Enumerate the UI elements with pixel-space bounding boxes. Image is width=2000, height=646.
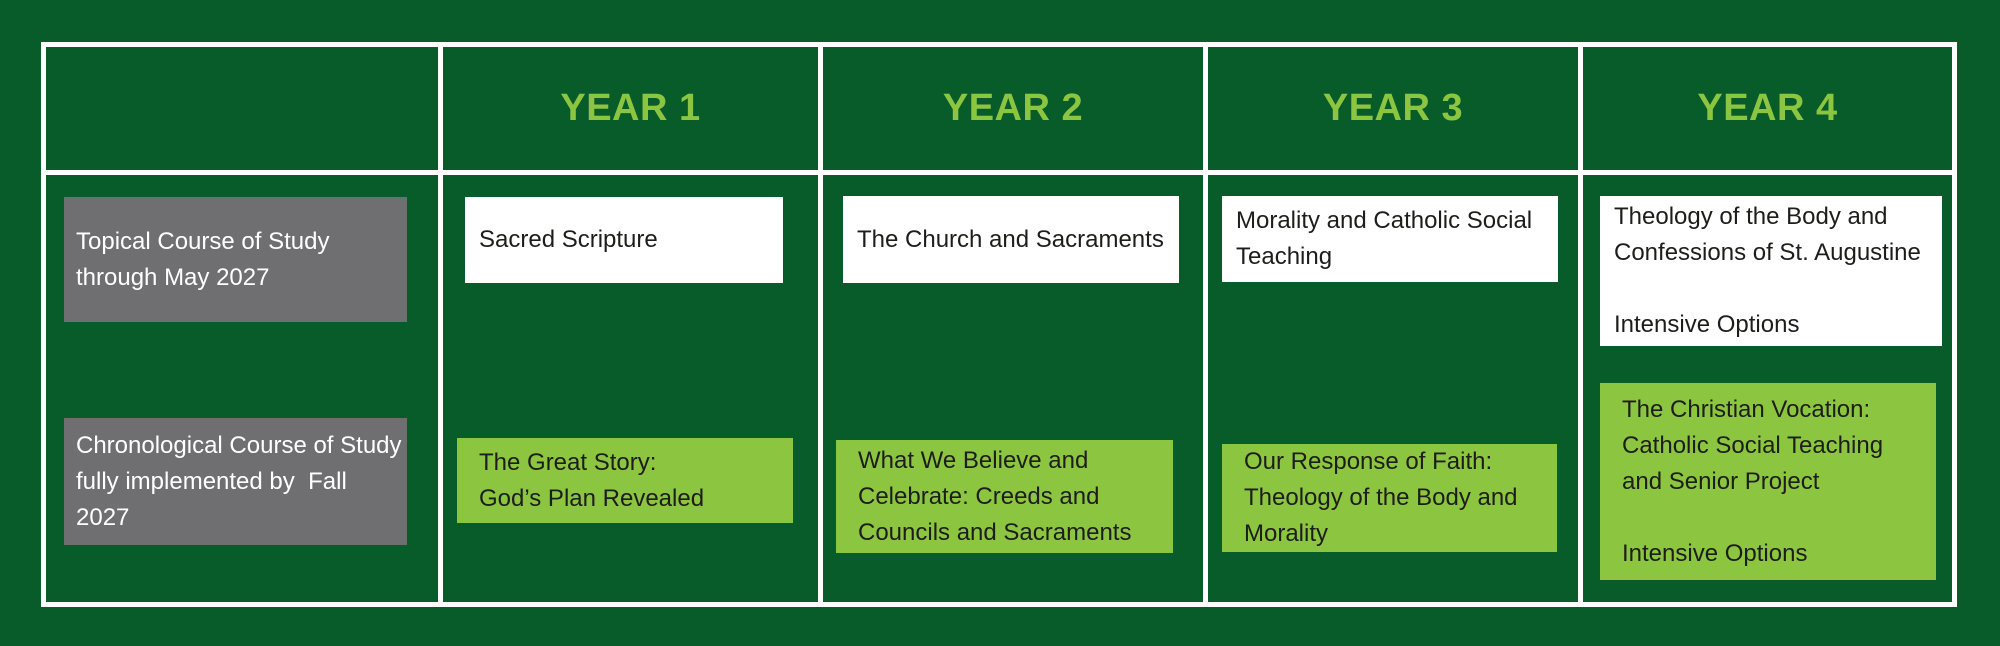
course-line: Sacred Scripture xyxy=(479,226,658,253)
year-2-topical-course-box xyxy=(843,196,1179,283)
course-line: 2027 xyxy=(76,503,130,531)
course-line: Catholic Social Teaching xyxy=(1622,431,1884,459)
course-line: The Great Story: xyxy=(479,448,657,476)
year-2-column-body xyxy=(823,175,1203,602)
legend-chronological-note xyxy=(64,418,407,545)
course-line: Chronological Course of Study xyxy=(76,431,402,459)
legend-topical-note xyxy=(64,197,407,322)
year-1-label: YEAR 1 xyxy=(560,87,701,129)
year-3-topical-course-box xyxy=(1222,196,1558,282)
course-line: God’s Plan Revealed xyxy=(479,484,705,512)
course-line: Morality xyxy=(1244,520,1329,547)
course-line: Confessions of St. Augustine xyxy=(1614,239,1921,266)
header-cell-year-2 xyxy=(823,47,1203,170)
year-4-label: YEAR 4 xyxy=(1697,87,1838,129)
course-line: Intensive Options xyxy=(1614,311,1800,338)
course-line: through May 2027 xyxy=(76,263,270,291)
year-1-chronological-course-box xyxy=(457,438,793,523)
course-line: What We Believe and xyxy=(858,446,1089,474)
course-line: Teaching xyxy=(1236,243,1333,270)
course-line xyxy=(1614,271,1938,307)
header-cell-year-1 xyxy=(443,47,818,170)
course-line: Our Response of Faith: xyxy=(1244,448,1493,475)
year-4-topical-course-box xyxy=(1600,196,1942,346)
course-line xyxy=(1622,500,1932,536)
year-4-column-body xyxy=(1583,175,1952,602)
year-2-chronological-course-box xyxy=(836,440,1173,553)
year-3-label: YEAR 3 xyxy=(1322,87,1464,129)
year-1-topical-course-box xyxy=(465,197,783,283)
course-line: fully implemented by Fall xyxy=(76,467,347,495)
course-line: Topical Course of Study xyxy=(76,227,330,255)
year-1-column-body xyxy=(443,175,818,602)
course-line: Theology of the Body and xyxy=(1614,203,1888,230)
header-cell-year-3 xyxy=(1208,47,1578,170)
course-line: The Christian Vocation: xyxy=(1622,395,1871,423)
course-line: Morality and Catholic Social xyxy=(1236,207,1533,234)
course-line: Theology of the Body and xyxy=(1244,484,1518,511)
year-3-chronological-course-box xyxy=(1222,444,1557,552)
year-2-label: YEAR 2 xyxy=(942,87,1084,129)
course-line: The Church and Sacraments xyxy=(857,225,1164,253)
header-cell-legend xyxy=(46,47,438,170)
year-3-column-body xyxy=(1208,175,1578,602)
course-line: Councils and Sacraments xyxy=(858,518,1132,546)
course-line: and Senior Project xyxy=(1622,467,1820,495)
header-cell-year-4 xyxy=(1583,47,1952,170)
course-line: Intensive Options xyxy=(1622,539,1808,567)
curriculum-table xyxy=(41,42,1957,607)
course-line: Celebrate: Creeds and xyxy=(858,482,1100,510)
legend-column-body xyxy=(46,175,438,602)
year-4-chronological-course-box xyxy=(1600,383,1936,580)
